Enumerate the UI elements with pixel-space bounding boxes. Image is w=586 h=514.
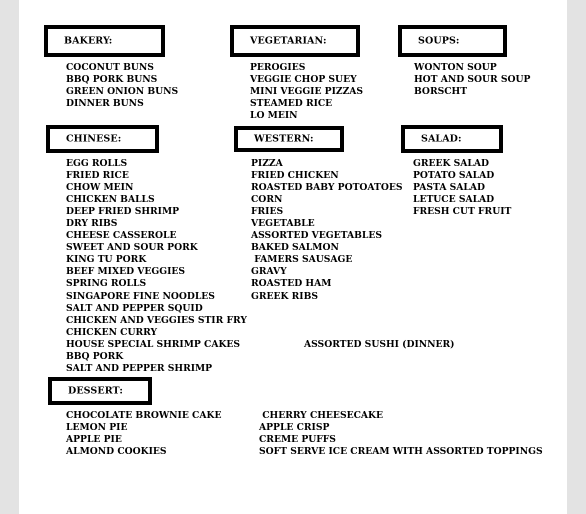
bakery-list <box>66 62 178 110</box>
viewer-right-scrollbar[interactable] <box>567 0 586 514</box>
soups-list <box>414 62 530 98</box>
chinese-list <box>66 158 247 375</box>
menu-item: ROASTED HAM <box>251 278 332 290</box>
dessert-header: DESSERT: <box>68 385 123 397</box>
menu-item: DINNER BUNS <box>66 98 144 110</box>
menu-item: ALMOND COOKIES <box>66 446 167 458</box>
menu-item: COCONUT BUNS <box>66 62 154 73</box>
menu-item: CHEESE CASSEROLE <box>66 230 177 242</box>
vegetarian-header-box <box>230 25 360 57</box>
menu-item: VEGETABLE <box>251 218 315 230</box>
menu-item: CHERRY CHEESECAKE <box>259 410 384 421</box>
menu-item: FAMERS SAUSAGE <box>251 254 353 266</box>
menu-item: SPRING ROLLS <box>66 278 147 290</box>
menu-item: POTATO SALAD <box>413 170 495 182</box>
menu-item: ROASTED BABY POTOATOES <box>251 182 403 194</box>
menu-item: GRAVY <box>251 266 287 278</box>
dessert-left-list <box>66 410 221 458</box>
menu-item: BBQ PORK BUNS <box>66 74 158 86</box>
menu-item: CHOCOLATE BROWNIE CAKE <box>66 410 222 421</box>
menu-item: APPLE PIE <box>66 434 122 446</box>
menu-item: CHICKEN AND VEGGIES STIR FRY <box>66 314 247 326</box>
salad-header: SALAD: <box>421 133 462 145</box>
menu-item: FRIED CHICKEN <box>251 170 339 182</box>
bakery-header: BAKERY: <box>64 35 113 47</box>
menu-item: LO MEIN <box>250 110 298 122</box>
western-header: WESTERN: <box>254 133 314 145</box>
salad-list <box>413 158 511 218</box>
chinese-header-box <box>46 125 159 153</box>
vegetarian-list <box>250 62 363 122</box>
menu-item: DEEP FRIED SHRIMP <box>66 206 180 218</box>
menu-item: STEAMED RICE <box>250 98 333 110</box>
menu-item: LEMON PIE <box>66 422 128 434</box>
menu-item: GREEN ONION BUNS <box>66 86 179 98</box>
menu-item: ASSORTED VEGETABLES <box>251 230 382 242</box>
dessert-right-list <box>259 410 543 458</box>
menu-item: VEGGIE CHOP SUEY <box>250 74 357 86</box>
sushi-item: ASSORTED SUSHI (DINNER) <box>304 339 455 350</box>
menu-item: CORN <box>251 194 283 206</box>
menu-item: SOFT SERVE ICE CREAM WITH ASSORTED TOPPINGS <box>259 446 543 458</box>
menu-item: SALT AND PEPPER SHRIMP <box>66 362 213 374</box>
menu-item: PEROGIES <box>250 62 306 73</box>
salad-header-box <box>401 125 503 153</box>
menu-item: HOT AND SOUR SOUP <box>414 74 531 86</box>
menu-item: EGG ROLLS <box>66 158 128 169</box>
menu-item: KING TU PORK <box>66 254 147 266</box>
menu-item: WONTON SOUP <box>414 62 497 73</box>
menu-item: BEEF MIXED VEGGIES <box>66 266 186 278</box>
menu-item: HOUSE SPECIAL SHRIMP CAKES <box>66 338 241 350</box>
menu-item: SWEET AND SOUR PORK <box>66 242 198 254</box>
bakery-header-box <box>44 25 165 57</box>
menu-item: APPLE CRISP <box>259 422 330 434</box>
western-list <box>251 158 403 303</box>
vegetarian-header: VEGETARIAN: <box>250 35 327 47</box>
menu-item: CHICKEN BALLS <box>66 194 155 206</box>
menu-item: SALT AND PEPPER SQUID <box>66 302 203 314</box>
menu-item: CHICKEN CURRY <box>66 326 158 338</box>
soups-header: SOUPS: <box>418 35 460 47</box>
menu-item: BAKED SALMON <box>251 242 339 254</box>
menu-item: BORSCHT <box>414 86 468 98</box>
menu-item: CREME PUFFS <box>259 434 336 446</box>
menu-item: LETUCE SALAD <box>413 194 495 206</box>
menu-item: CHOW MEIN <box>66 182 134 194</box>
menu-item: MINI VEGGIE PIZZAS <box>250 86 364 98</box>
soups-header-box <box>398 25 507 57</box>
menu-item: FRIES <box>251 206 284 218</box>
menu-item: SINGAPORE FINE NOODLES <box>66 290 215 302</box>
menu-item: BBQ PORK <box>66 350 124 362</box>
viewer-left-gutter <box>0 0 19 514</box>
menu-item: FRIED RICE <box>66 170 129 182</box>
chinese-header: CHINESE: <box>66 133 122 145</box>
western-header-box <box>234 126 344 152</box>
menu-item: GREEK SALAD <box>413 158 489 169</box>
menu-item: PIZZA <box>251 158 283 169</box>
menu-item: DRY RIBS <box>66 218 118 230</box>
menu-item: FRESH CUT FRUIT <box>413 206 512 218</box>
menu-item: PASTA SALAD <box>413 182 485 194</box>
menu-item: GREEK RIBS <box>251 290 319 302</box>
document-page <box>19 0 567 514</box>
dessert-header-box <box>48 377 152 405</box>
